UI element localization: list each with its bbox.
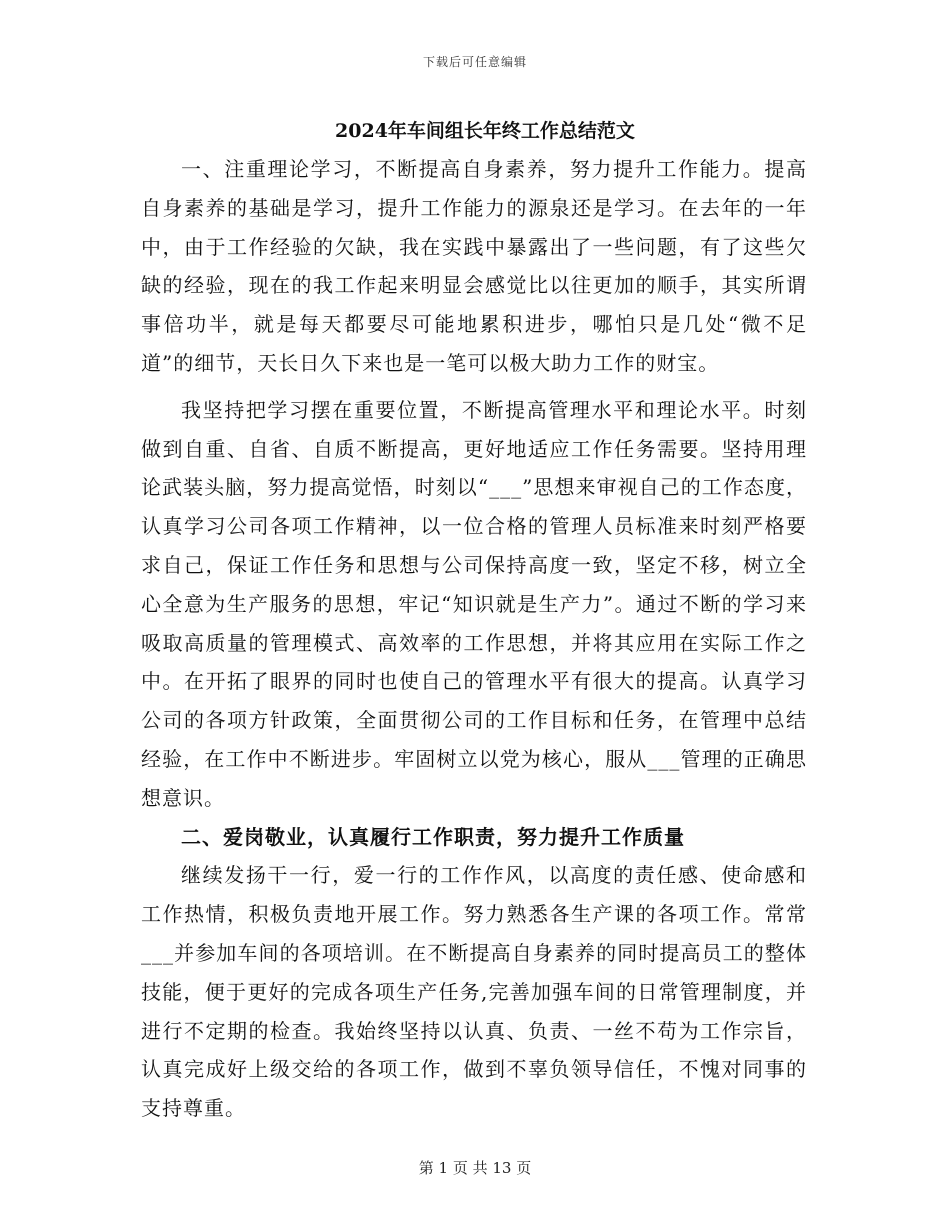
document-body — [141, 112, 807, 1128]
section-2-paragraph: 继续发扬干一行，爱一行的工作作风，以高度的责任感、使命感和工作热情，积极负责地开展工作。努力熟悉各生产课的各项工作。常常___并参加车间的各项培训。在不断提高自身素养的同时提高员工的整体技能，便于更好的完成各项生产任务,完善加强车间的日常管理制度，并进行不定期的检查。我始终坚持以认真、负责、一丝不苟为工作宗旨，认真完成好上级交给的各项工作，做到不辜负领导信任，不愧对同事的支持尊重。 — [141, 863, 807, 1121]
paragraph-2: 我坚持把学习摆在重要位置，不断提高管理水平和理论水平。时刻做到自重、自省、自质不断提高，更好地适应工作任务需要。坚持用理论武装头脑，努力提高觉悟，时刻以“___”思想来审视自己的工作态度，认真学习公司各项工作精神，以一位合格的管理人员标准来时刻严格要求自己，保证工作任务和思想与公司保持高度一致，坚定不移，树立全心全意为生产服务的思想，牢记“知识就是生产力”。通过不断的学习来吸取高质量的管理模式、高效率的工作思想，并将其应用在实际工作之中。在开拓了眼界的同时也使自己的管理水平有很大的提高。认真学习公司的各项方针政策，全面贯彻公司的工作目标和任务，在管理中总结经验，在工作中不断进步。牢固树立以党为核心，服从___管理的正确思想意识。 — [141, 397, 807, 810]
section-2-heading: 二、爱岗敬业，认真履行工作职责，努力提升工作质量 — [181, 824, 685, 849]
document-title: 2024年车间组长年终工作总结范文 — [335, 120, 635, 142]
header-note: 下载后可任意编辑 — [422, 55, 527, 69]
paragraph-1: 一、注重理论学习，不断提高自身素养，努力提升工作能力。提高自身素养的基础是学习，提升工作能力的源泉还是学习。在去年的一年中，由于工作经验的欠缺，我在实践中暴露出了一些问题，有了这些欠缺的经验，现在的我工作起来明显会感觉比以往更加的顺手，其实所谓事倍功半，就是每天都要尽可能地累积进步，哪怕只是几处“微不足道”的细节，天长日久下来也是一笔可以极大助力工作的财宝。 — [141, 157, 807, 375]
page-number: 第 1 页 共 13 页 — [418, 1159, 532, 1177]
paragraph-spacer — [141, 383, 807, 391]
